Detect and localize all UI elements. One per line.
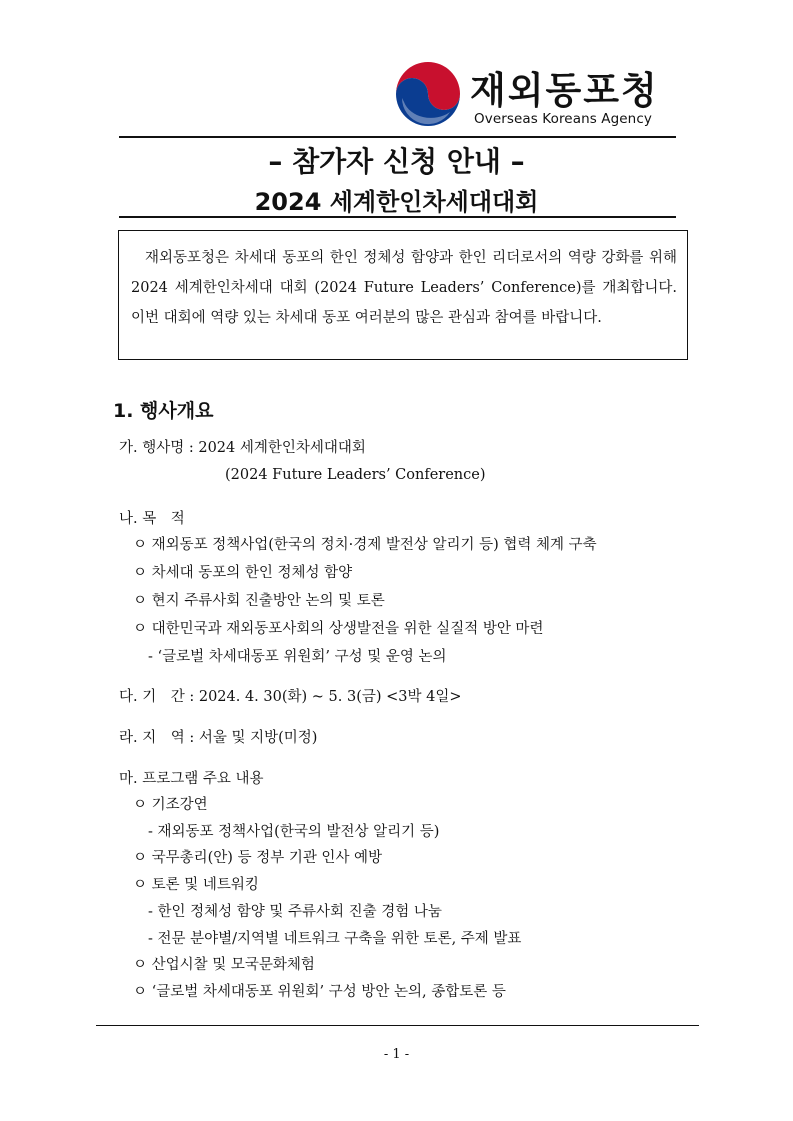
list-item: ㅇ 차세대 동포의 한인 정체성 함양	[133, 565, 353, 581]
event-name-english: (2024 Future Leaders’ Conference)	[225, 467, 486, 483]
logo-english-name: Overseas Koreans Agency	[474, 111, 652, 127]
title-bottom-rule	[119, 216, 676, 218]
section-title: 1. 행사개요	[113, 400, 214, 422]
event-name-label: 가. 행사명 : 2024 세계한인차세대대회	[119, 440, 366, 456]
page-number: - 1 -	[383, 1047, 410, 1062]
period-line: 다. 기 간 : 2024. 4. 30(화) ~ 5. 3(금) <3박 4일>	[119, 689, 462, 705]
list-item: ㅇ 재외동포 정책사업(한국의 정치·경제 발전상 알리기 등) 협력 체계 구축	[133, 537, 597, 553]
list-item: ㅇ 국무총리(안) 등 정부 기관 인사 예방	[133, 850, 383, 866]
list-subitem: - 전문 분야별/지역별 네트워크 구축을 위한 토론, 주제 발표	[148, 931, 522, 947]
intro-text: 재외동포청은 차세대 동포의 한인 정체성 함양과 한인 리더로서의 역량 강화를 위해 2024 세계한인차세대 대회 (2024 Future Leaders’ Conference)를 개최합니다. 이번 대회에 역량 있는 차세대 동포 여러분의 많은 관심과 참여를 바랍니다.	[131, 250, 677, 326]
list-item: ㅇ ‘글로벌 차세대동포 위원회’ 구성 방안 논의, 종합토론 등	[133, 984, 506, 1000]
purpose-label: 나. 목 적	[119, 511, 185, 527]
footer-rule	[96, 1025, 699, 1026]
title-top-rule	[119, 136, 676, 138]
intro-box	[118, 230, 688, 360]
region-line: 라. 지 역 : 서울 및 지방(미정)	[119, 730, 318, 746]
page-subtitle: 2024 세계한인차세대대회	[254, 188, 539, 216]
list-item: ㅇ 현지 주류사회 진출방안 논의 및 토론	[133, 593, 385, 609]
list-subitem: - ‘글로벌 차세대동포 위원회’ 구성 및 운영 논의	[148, 649, 447, 665]
taegeuk-emblem-icon	[392, 58, 464, 130]
list-subitem: - 한인 정체성 함양 및 주류사회 진출 경험 나눔	[148, 904, 442, 920]
logo-korean-name: 재외동포청	[470, 69, 659, 112]
list-subitem: - 재외동포 정책사업(한국의 발전상 알리기 등)	[148, 824, 440, 840]
list-item: ㅇ 산업시찰 및 모국문화체험	[133, 957, 315, 973]
list-item: ㅇ 토론 및 네트워킹	[133, 877, 259, 893]
page-title: – 참가자 신청 안내 –	[268, 145, 525, 178]
program-label: 마. 프로그램 주요 내용	[119, 771, 264, 787]
agency-logo	[392, 58, 682, 132]
list-item: ㅇ 기조강연	[133, 797, 208, 813]
list-item: ㅇ 대한민국과 재외동포사회의 상생발전을 위한 실질적 방안 마련	[133, 621, 544, 637]
